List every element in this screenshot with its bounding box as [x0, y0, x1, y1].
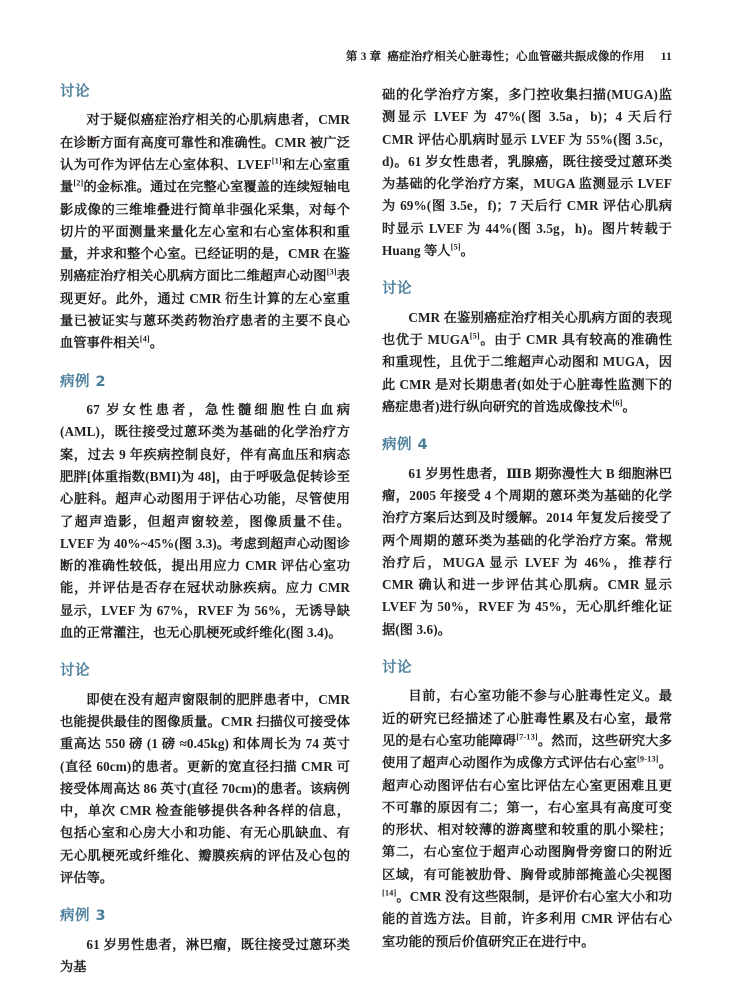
reference-marker: [2]	[73, 178, 84, 188]
right-column	[382, 84, 673, 949]
section-heading-discussion-1: 讨论	[60, 84, 90, 100]
paragraph-discussion-3: CMR 在鉴别癌症治疗相关心肌病方面的表现也优于 MUGA[5]。由于 CMR 具有较高的准确性和重现性，且优于二维超声心动图和 MUGA，因此 CMR 是对长期患者(如处于心脏毒性监测下的癌症患者)进行纵向研究的首选成像技术[6]。	[382, 309, 673, 414]
paragraph-discussion-2: 即使在没有超声窗限制的肥胖患者中，CMR 也能提供最佳的图像质量。CMR 扫描仪可接受体重高达 550 磅 (1 磅 ≈0.45kg) 和体周长为 74 英寸 (直径 60cm)的患者。更新的宽直径扫描 CMR 可接受体周高达 86 英寸(直径 70cm)的患者。该病例中，单次 CMR 检查能够提供各种各样的信息，包括心室和心房大小和功能、有无心肌缺血、有无心肌梗死或纤维化、瓣膜疾病的评估及心包的评估等。	[60, 691, 350, 886]
left-column	[60, 84, 351, 975]
paragraph-discussion-4: 目前，右心室功能不参与心脏毒性定义。最近的研究已经描述了心脏毒性累及右心室，最常见的是右心室功能障碍[7-13]。然而，这些研究大多使用了超声心动图作为成像方式评估右心室[9-13]。超声心动图评估右心室比评估左心室更困难且更不可靠的原因有二；第一，右心室具有高度可变的形状、相对较薄的游离壁和较重的肌小梁柱；第二，右心室位于超声心动图胸骨旁窗口的附近区域，有可能被肋骨、胸骨或肺部掩盖心尖视图[14]。CMR 没有这些限制，是评价右心室大小和功能的首选方法。目前，许多利用 CMR 评估右心室功能的预后价值研究正在进行中。	[382, 688, 672, 949]
paragraph-case-3-start: 61 岁男性患者，淋巴瘤，既往接受过蒽环类为基	[60, 936, 350, 975]
paragraph-case-4: 61 岁男性患者，ⅢB 期弥漫性大 B 细胞淋巴瘤，2005 年接受 4 个周期的蒽环类为基础的化学治疗方案后达到及时缓解。2014 年复发后接受了两个周期的蒽环类为基础的化学治疗方案。常规治疗后，MUGA 显示 LVEF 为 46%，推荐行 CMR 确认和进一步评估其心肌病。CMR 显示 LVEF 为 50%，RVEF 为 45%，无心肌纤维化证据(图 3.6)。	[382, 465, 672, 637]
page-number: 11	[660, 51, 672, 63]
section-heading-case-2: 病例 2	[60, 373, 107, 390]
section-heading-discussion-4: 讨论	[382, 660, 412, 677]
section-heading-discussion-2: 讨论	[60, 663, 90, 680]
reference-marker: [5]	[450, 242, 461, 252]
reference-marker: [9-13]	[637, 754, 659, 764]
reference-marker: [5]	[469, 331, 480, 341]
section-heading-case-4: 病例 4	[382, 437, 429, 454]
reference-marker: [4]	[139, 334, 150, 344]
running-head	[60, 48, 672, 64]
body-columns	[60, 84, 673, 975]
reference-marker: [3]	[326, 268, 337, 278]
running-head-title: 癌症治疗相关心脏毒性；心血管磁共振成像的作用	[387, 51, 645, 63]
section-heading-case-3: 病例 3	[60, 908, 107, 925]
reference-marker: [6]	[612, 398, 623, 408]
section-heading-discussion-3: 讨论	[382, 281, 412, 298]
paragraph-case-2: 67 岁女性患者，急性髓细胞性白血病(AML)，既往接受过蒽环类为基础的化学治疗方案，过去 9 年疾病控制良好，伴有高血压和病态肥胖[体重指数(BMI)为 48]，由于呼吸急促转诊至心脏科。超声心动图用于评估心功能，尽管使用了超声造影，但超声窗较差，图像质量不佳。LVEF 为 40%~45%(图 3.3)。考虑到超声心动图诊断的准确性较低，提出用应力 CMR 评估心室功能，并评估是否存在冠状动脉疾病。应力 CMR 显示，LVEF 为 67%，RVEF 为 56%，无诱导缺血的正常灌注，也无心肌梗死或纤维化(图 3.4)。	[60, 402, 350, 641]
paragraph-case-3-continued: 础的化学治疗方案，多门控收集扫描(MUGA)监测显示 LVEF 为 47%(图 3.5a，b)；4 天后行 CMR 评估心肌病时显示 LVEF 为 55%(图 3.5c，d)。61 岁女性患者，乳腺癌，既往接受过蒽环类为基础的化学治疗方案，MUGA 监测显示 LVEF 为 69%(图 3.5e，f)；7 天后行 CMR 评估心肌病时显示 LVEF 为 44%(图 3.5g，h)。图片转载于 Huang 等人[5]。	[382, 87, 672, 259]
paragraph-discussion-1: 对于疑似癌症治疗相关的心肌病患者，CMR 在诊断方面有高度可靠性和准确性。CMR 被广泛认为可作为评估左心室体积、LVEF[1]和左心室重量[2]的金标准。通过在完整心室覆盖的连续短轴电影成像的三维堆叠进行简单非强化采集，对每个切片的平面测量来量化左心室和右心室体积和重量，并求和整个心室。已经证明的是，CMR 在鉴别癌症治疗相关心肌病方面比二维超声心动图[3]表现更好。此外，通过 CMR 衍生计算的左心室重量已被证实与蒽环类药物治疗患者的主要不良心血管事件相关[4]。	[60, 112, 351, 351]
reference-marker: [14]	[382, 888, 397, 898]
reference-marker: [7-13]	[516, 732, 538, 742]
reference-marker: [1]	[271, 156, 282, 166]
running-head-chapter: 第 3 章	[345, 51, 382, 63]
